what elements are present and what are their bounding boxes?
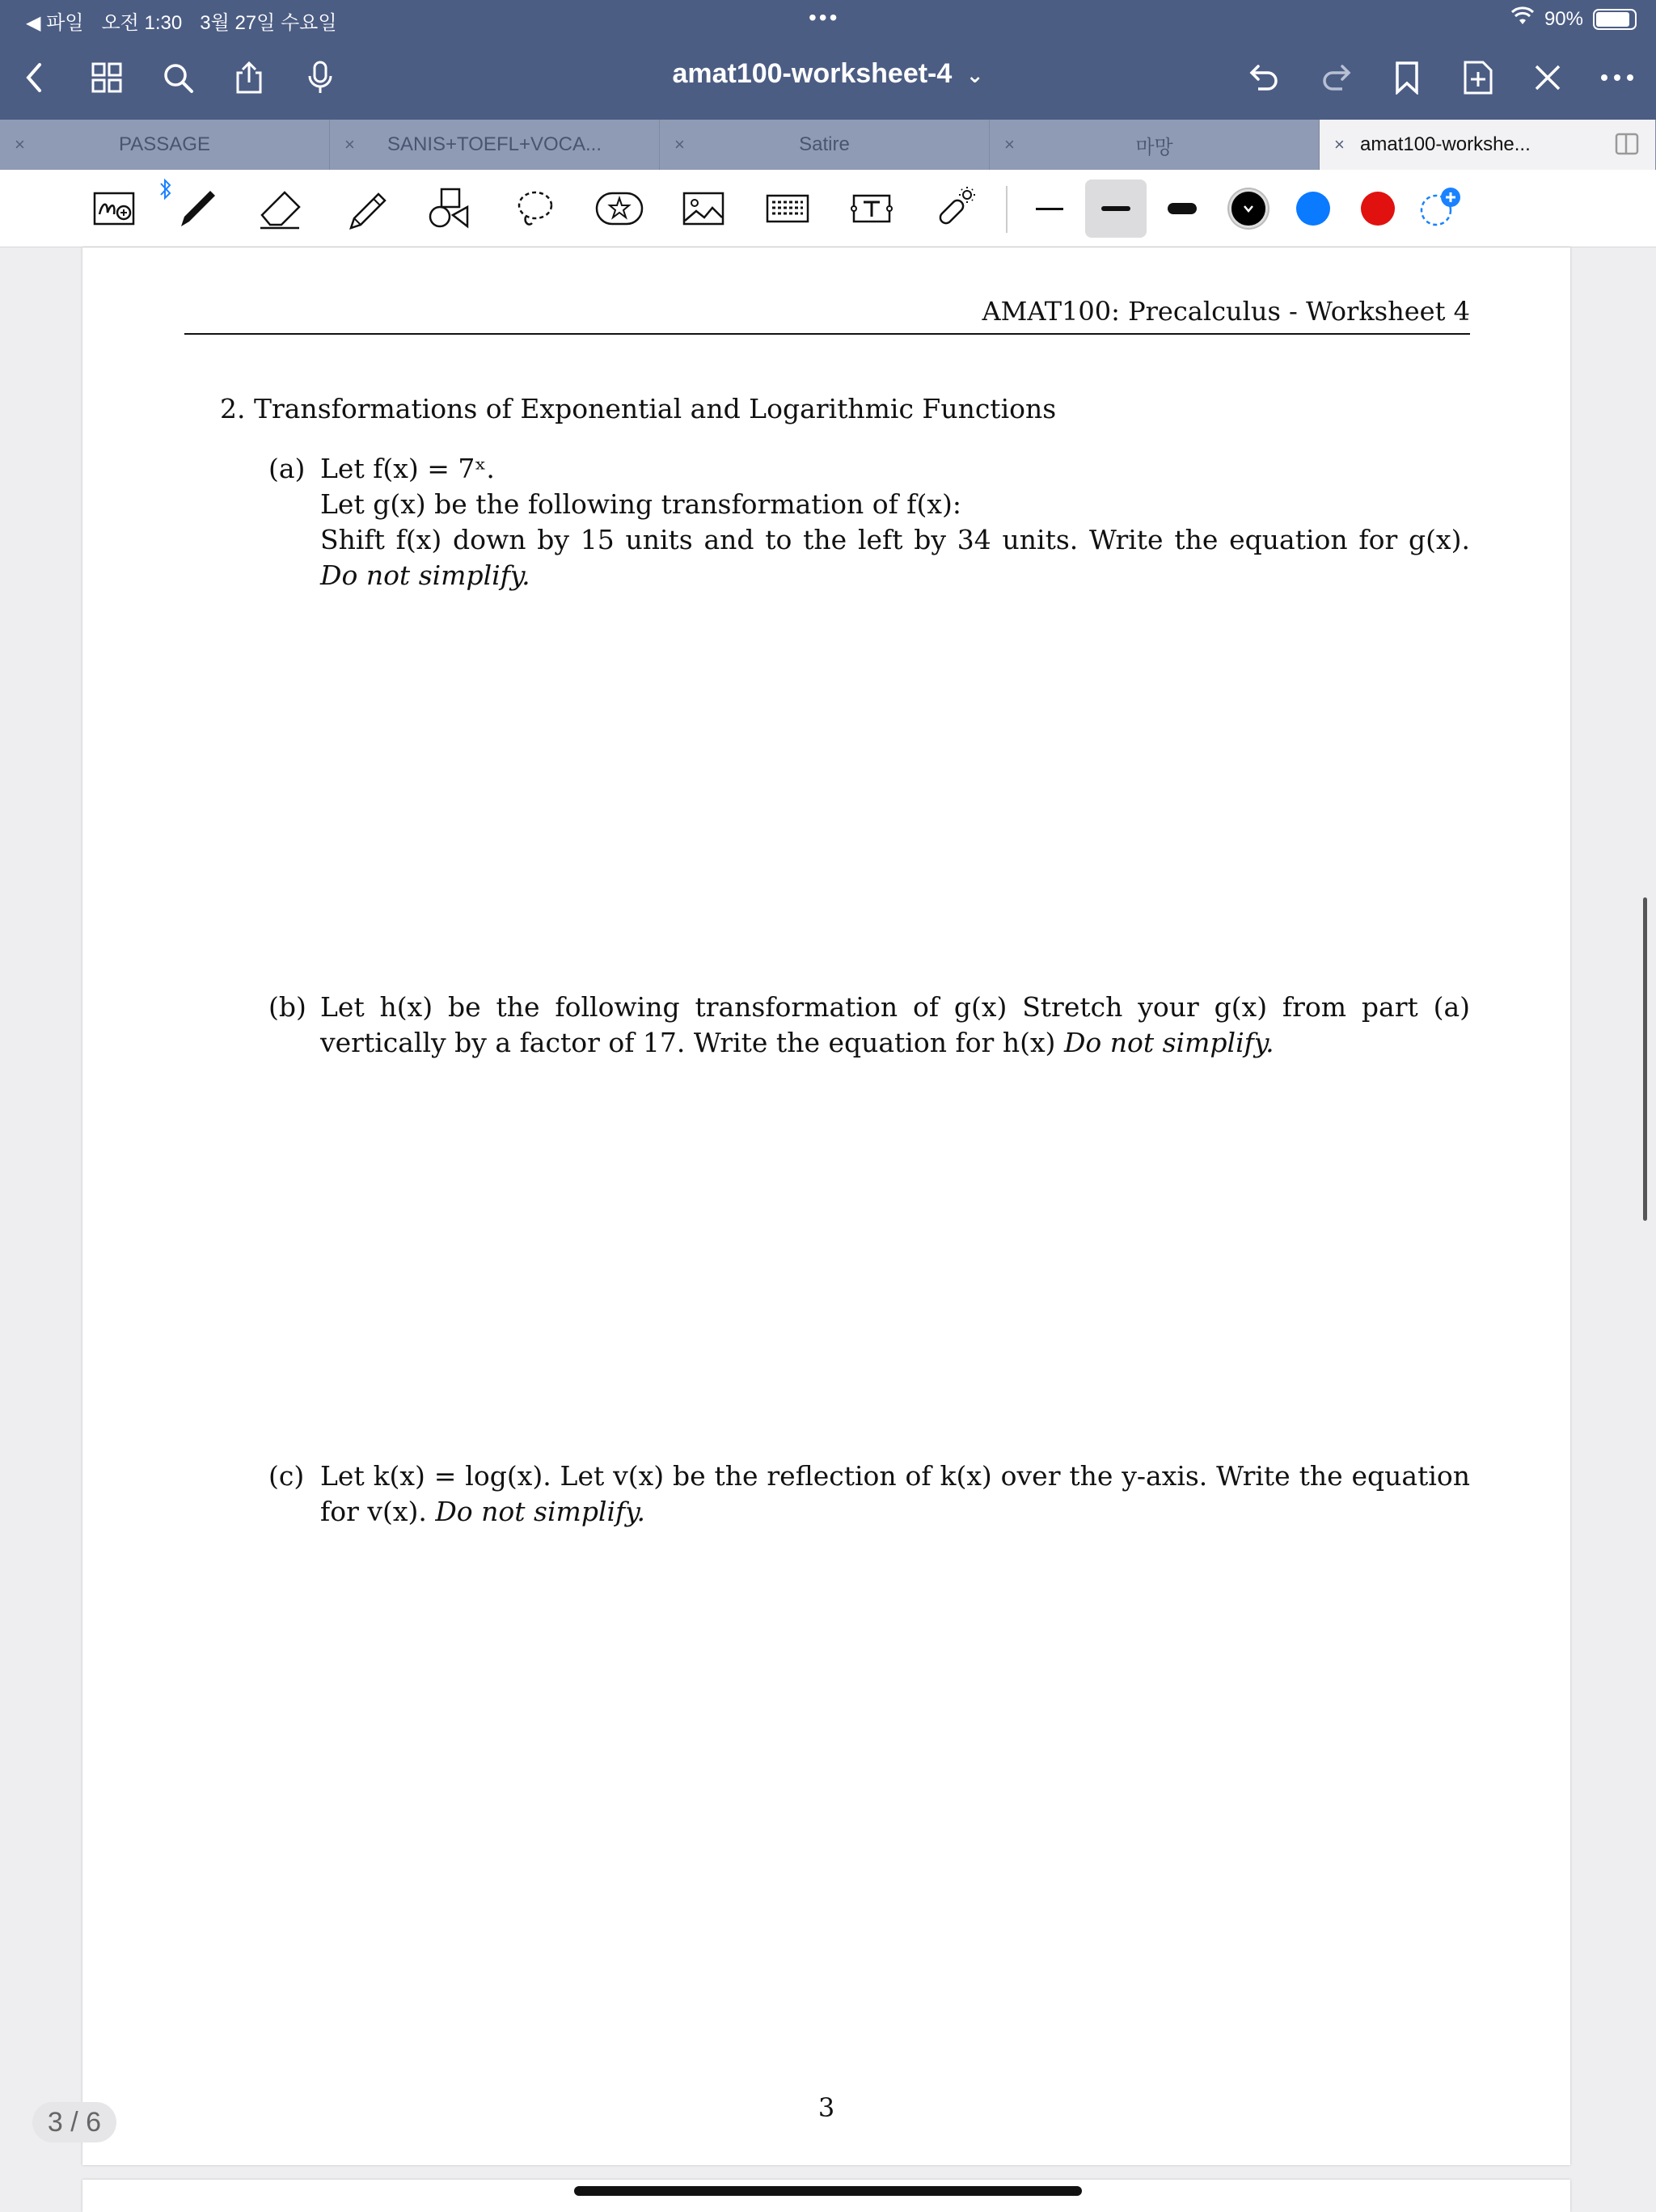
more-options-icon[interactable] [1595, 55, 1640, 100]
document-tabs [0, 120, 1656, 170]
status-date: 3월 27일 수요일 [200, 12, 337, 34]
document-page[interactable] [82, 247, 1570, 2165]
question-a [268, 451, 1470, 593]
tab-close-icon[interactable]: × [15, 134, 25, 154]
undo-icon[interactable] [1242, 55, 1287, 100]
tab-sanis-toefl[interactable]: × SANIS+TOEFL+VOCA... [330, 120, 660, 170]
question-text: Let g(x) be the following transformation of f(x): [320, 488, 961, 520]
question-label: (b) [268, 991, 306, 1023]
tab-close-icon[interactable]: × [1004, 134, 1015, 154]
tab-amat100-worksheet[interactable]: × amat100-workshe... [1320, 120, 1656, 170]
chevron-down-icon [1242, 204, 1255, 213]
annotation-toolbar [0, 170, 1656, 247]
question-label: (c) [268, 1460, 305, 1492]
question-b [268, 990, 1470, 1061]
tab-close-icon[interactable]: × [344, 134, 355, 154]
question-text: Let f(x) = 7ˣ. [320, 453, 495, 484]
split-view-icon[interactable] [1615, 133, 1641, 163]
tab-close-icon[interactable]: × [674, 134, 685, 154]
question-text: Let h(x) be the following transformation of g(x) Stretch your g(x) from part (a) vertically by a factor of 17. Write the equation for h(x) [320, 991, 1470, 1058]
image-icon[interactable] [679, 184, 728, 233]
text-box-icon[interactable] [847, 184, 896, 233]
tab-close-icon[interactable]: × [1334, 134, 1345, 154]
stroke-width-thin[interactable] [1025, 184, 1074, 233]
page-header: AMAT100: Precalculus - Worksheet 4 [184, 296, 1470, 335]
next-page-preview[interactable] [82, 2180, 1570, 2212]
back-to-app-link[interactable]: ◀ 파일 [26, 12, 84, 34]
scrollbar[interactable] [1643, 897, 1647, 1221]
page-indicator[interactable]: 3 / 6 [32, 2102, 116, 2142]
status-time: 오전 1:30 [101, 12, 183, 34]
lasso-icon[interactable] [511, 184, 560, 233]
color-blue[interactable] [1289, 184, 1337, 233]
multitask-dots[interactable]: ••• [809, 5, 840, 30]
add-color-icon[interactable] [1417, 184, 1465, 233]
chevron-down-icon[interactable]: ⌄ [965, 63, 984, 87]
document-title[interactable]: amat100-worksheet-4 ⌄ [672, 58, 984, 89]
eraser-icon[interactable] [257, 184, 306, 233]
document-toolbar [0, 39, 1656, 120]
question-c [268, 1458, 1470, 1530]
toolbar-divider [1006, 186, 1008, 233]
battery-icon [1593, 9, 1637, 30]
add-page-icon[interactable] [1455, 55, 1501, 100]
tab-satire[interactable]: × Satire [660, 120, 990, 170]
color-black-selected[interactable] [1224, 184, 1273, 233]
stroke-width-thick[interactable] [1158, 184, 1206, 233]
keyboard-icon[interactable] [763, 184, 812, 233]
instruction-text: Do not simplify. [435, 1496, 646, 1527]
shapes-icon[interactable] [425, 184, 474, 233]
question-text: Shift f(x) down by 15 units and to the left by 34 units. Write the equation for g(x). [320, 524, 1470, 555]
redo-icon[interactable] [1313, 55, 1358, 100]
stroke-width-medium[interactable] [1085, 179, 1147, 238]
instruction-text: Do not simplify. [320, 559, 530, 591]
status-bar [0, 0, 1656, 39]
sticker-icon[interactable] [595, 184, 644, 233]
close-tools-icon[interactable] [1525, 55, 1570, 100]
battery-percent: 90% [1544, 7, 1583, 30]
page-number: 3 [817, 2092, 835, 2123]
home-indicator[interactable] [574, 2186, 1082, 2196]
bookmark-icon[interactable] [1384, 55, 1430, 100]
question-text: Let k(x) = log(x). Let v(x) be the reflection of k(x) over the y-axis. Write the equation for v(x). [320, 1460, 1470, 1527]
highlighter-icon[interactable] [343, 184, 391, 233]
zoom-window-icon[interactable] [91, 184, 139, 233]
question-label: (a) [268, 453, 306, 484]
laser-pointer-icon[interactable] [932, 184, 980, 233]
color-red[interactable] [1354, 184, 1402, 233]
section-title: 2. Transformations of Exponential and Logarithmic Functions [220, 393, 1057, 424]
tab-mamang[interactable]: × 마망 [990, 120, 1320, 170]
instruction-text: Do not simplify. [1063, 1027, 1274, 1058]
tab-passage[interactable]: × PASSAGE [0, 120, 330, 170]
wifi-icon [1510, 6, 1535, 32]
pen-icon[interactable] [173, 184, 222, 233]
